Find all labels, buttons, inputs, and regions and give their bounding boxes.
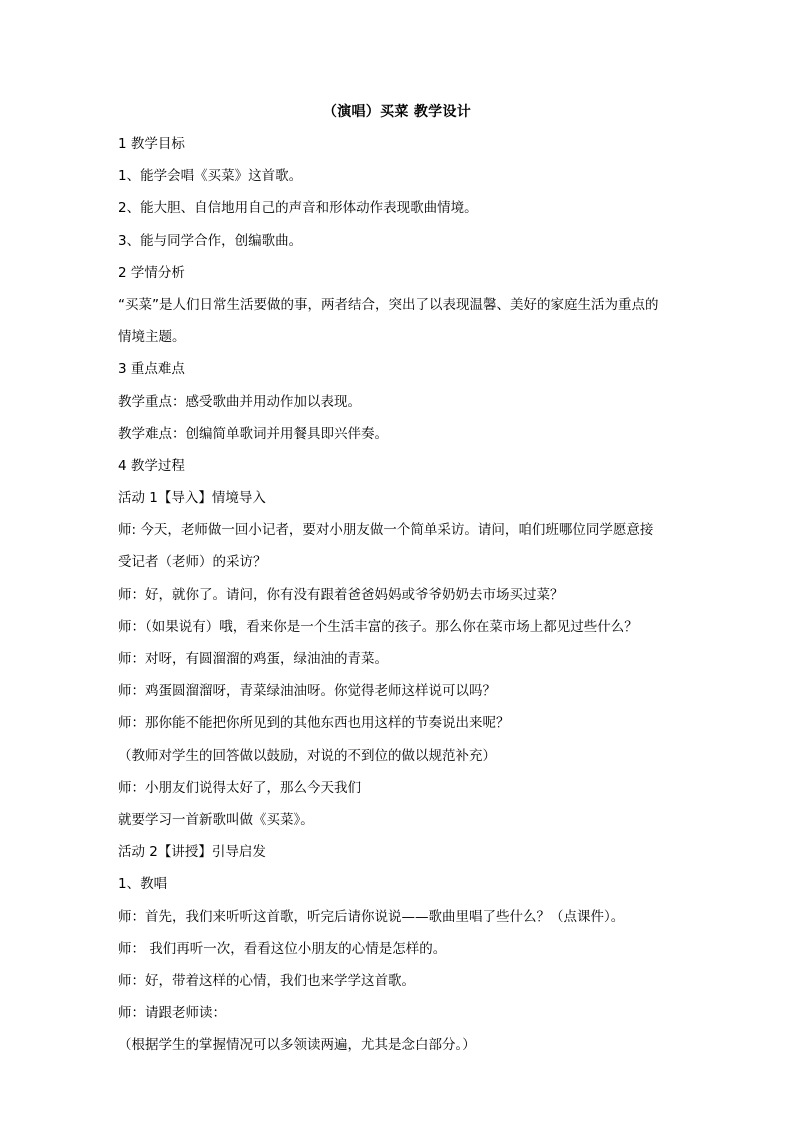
paragraph-line: “买菜”是人们日常生活要做的事，两者结合，突出了以表现温馨、美好的家庭生活为重点的 xyxy=(118,296,659,313)
subsection-heading: 1、教唱 xyxy=(118,876,168,893)
activity-heading-1: 活动 1【导入】情境导入 xyxy=(118,490,266,507)
dialogue-line: 师：对呀，有圆溜溜的鸡蛋，绿油油的青菜。 xyxy=(118,651,388,667)
dialogue-line: 师：好，带着这样的心情，我们也来学学这首歌。 xyxy=(118,972,415,989)
goal-item-2: 2、能大胆、自信地用自己的声音和形体动作表现歌曲情境。 xyxy=(118,200,478,217)
dialogue-line: 师：好，就你了。请问，你有没有跟着爸爸妈妈或爷爷奶奶去市场买过菜？ xyxy=(118,586,564,603)
paragraph-line: 情境主题。 xyxy=(118,329,186,346)
difficulty-line: 教学难点：创编简单歌词并用餐具即兴伴奏。 xyxy=(118,425,388,442)
dialogue-line: 师：（如果说有）哦，看来你是一个生活丰富的孩子。那么你在菜市场上都见过些什么？ xyxy=(118,618,638,635)
goal-item-3: 3、能与同学合作，创编歌曲。 xyxy=(118,232,303,249)
note-line: （教师对学生的回答做以鼓励，对说的不到位的做以规范补充） xyxy=(118,747,496,764)
dialogue-line: 师： 我们再听一次，看看这位小朋友的心情是怎样的。 xyxy=(118,940,447,957)
dialogue-line: 师：小朋友们说得太好了，那么今天我们 xyxy=(118,779,361,796)
key-point-line: 教学重点：感受歌曲并用动作加以表现。 xyxy=(118,393,361,410)
document-title: （演唱）买菜 教学设计 xyxy=(322,104,472,120)
goal-item-1: 1、能学会唱《买菜》这首歌。 xyxy=(118,168,303,185)
dialogue-line: 师：首先，我们来听听这首歌，听完后请你说说——歌曲里唱了些什么？（点课件）。 xyxy=(118,908,625,925)
note-line: （根据学生的掌握情况可以多领读两遍，尤其是念白部分。） xyxy=(118,1037,476,1054)
dialogue-line: 师：那你能不能把你所见到的其他东西也用这样的节奏说出来呢？ xyxy=(118,715,510,732)
dialogue-line: 师：请跟老师读： xyxy=(118,1005,226,1022)
paragraph-line: 师: 今天，老师做一回小记者，要对小朋友做一个简单采访。请问，咱们班哪位同学愿意接 xyxy=(118,522,654,539)
dialogue-line: 师：鸡蛋圆溜溜呀，青菜绿油油呀。你觉得老师这样说可以吗？ xyxy=(118,683,496,700)
dialogue-line: 就要学习一首新歌叫做《买菜》。 xyxy=(118,811,314,828)
activity-heading-2: 活动 2【讲授】引导启发 xyxy=(118,844,266,861)
section-heading-student-analysis: 2 学情分析 xyxy=(118,264,185,281)
paragraph-line: 受记者（老师）的采访？ xyxy=(118,554,267,571)
section-heading-teaching-goals: 1 教学目标 xyxy=(118,136,185,152)
section-heading-teaching-process: 4 教学过程 xyxy=(118,457,185,474)
section-heading-key-points: 3 重点难点 xyxy=(118,361,185,378)
document-body xyxy=(118,132,678,1065)
